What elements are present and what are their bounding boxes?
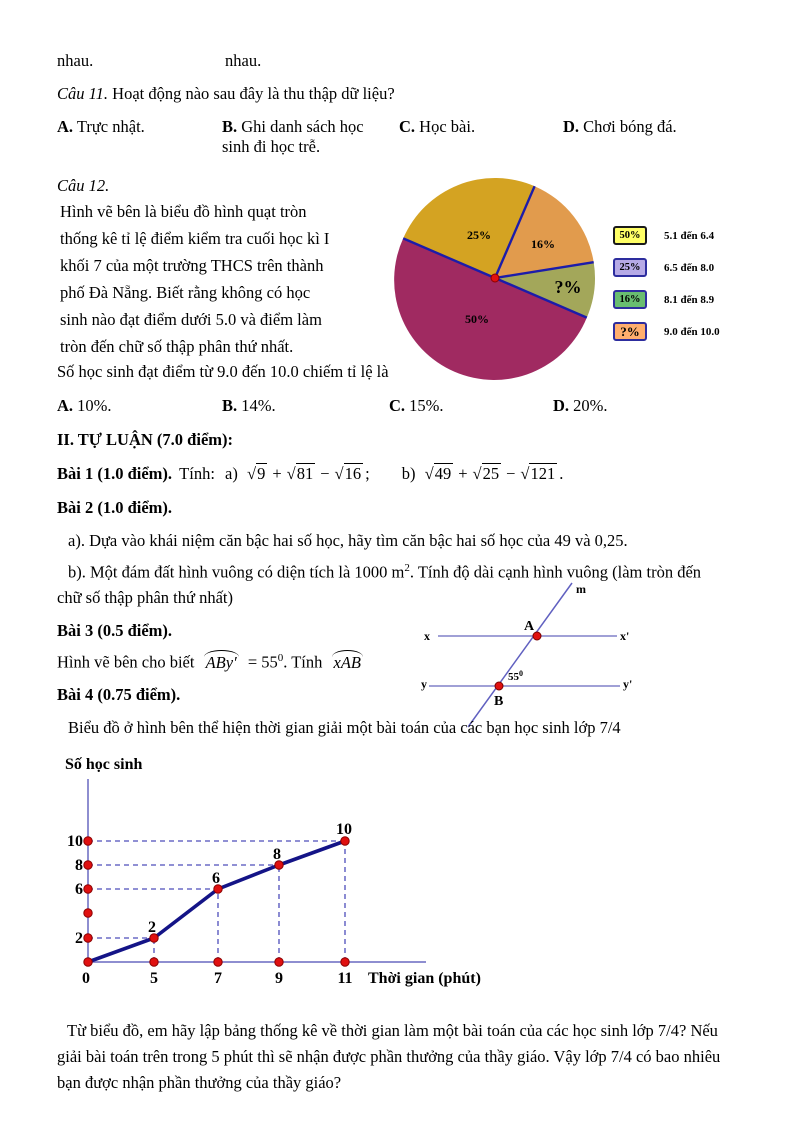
dashed-guides: [88, 841, 345, 962]
label-A: A: [524, 619, 535, 634]
svg-text:8: 8: [273, 846, 281, 863]
svg-text:5: 5: [150, 970, 158, 987]
q12-line: khối 7 của một trường THCS trên thành: [60, 256, 324, 275]
option-b: [222, 396, 389, 416]
bai-3-statement: [57, 652, 368, 673]
sqrt-121: √121: [520, 464, 556, 483]
option-c-key: C.: [389, 396, 406, 415]
sqrt-25: √25: [472, 464, 500, 483]
option-a: [57, 396, 222, 416]
sqrt-49: √49: [424, 464, 452, 483]
q12-line: Hình vẽ bên là biểu đồ hình quạt tròn: [60, 202, 307, 221]
op-minus: −: [320, 464, 330, 483]
label-x-prime: x': [620, 629, 630, 643]
legend-swatch-25: 25%: [613, 258, 647, 277]
bai-3-text2: . Tính: [283, 652, 323, 672]
option-d: [563, 117, 737, 157]
bai-2b-line2: chữ số thập phân thứ nhất): [57, 587, 233, 607]
semicolon: ;: [365, 464, 370, 483]
q12-line: tròn đến chữ số thập phân thứ nhất.: [60, 337, 294, 356]
geometry-figure: [420, 578, 765, 728]
point-B-dot: [495, 682, 503, 690]
angle-55-label: $55^0$: [508, 669, 523, 683]
option-b-text: 14%.: [241, 396, 276, 415]
legend-range: 6.5 đến 8.0: [664, 261, 715, 274]
option-d-text: 20%.: [573, 396, 608, 415]
bai-2-label: Bài 2 (1.0 điểm).: [57, 498, 173, 517]
pie-chart: [391, 174, 599, 382]
bai-3-eq: = 55: [247, 652, 278, 672]
legend-swatch-50: 50%: [613, 226, 647, 245]
option-d-text: Chơi bóng đá.: [583, 117, 677, 136]
closing-paragraph: [57, 1018, 752, 1096]
legend-row: [613, 258, 720, 277]
svg-text:0: 0: [82, 970, 90, 987]
label-y-prime: y': [623, 677, 633, 691]
data-points: [84, 837, 349, 966]
svg-text:7: 7: [214, 970, 222, 987]
remnant-left: nhau.: [57, 51, 94, 70]
q12-line: sinh nào đạt điểm dưới 5.0 và điểm làm: [60, 310, 322, 329]
sqrt-9: √9: [247, 464, 266, 483]
x-tick-labels: [82, 970, 353, 987]
section-2-heading: II. TỰ LUẬN (7.0 điểm):: [57, 430, 233, 449]
option-a-text: Trực nhật.: [76, 117, 145, 136]
option-d: [553, 396, 737, 416]
op-plus: +: [272, 464, 282, 483]
pie-label-25: 25%: [467, 228, 491, 242]
bai-3-label: Bài 3 (0.5 điểm).: [57, 621, 173, 640]
question-11: [57, 84, 395, 104]
bai-1-tinh: Tính:: [179, 464, 215, 483]
legend-swatch-16: 16%: [613, 290, 647, 309]
q12-line: thống kê tỉ lệ điểm kiểm tra cuối học kì I: [60, 229, 330, 248]
option-b: [222, 117, 399, 157]
line-chart: [57, 753, 535, 995]
y-axis-title: Số học sinh: [65, 756, 143, 773]
legend-range: 8.1 đến 8.9: [664, 293, 715, 306]
svg-text:10: 10: [67, 833, 83, 850]
option-b-text: Ghi danh sách học sinh đi học trễ.: [222, 117, 364, 156]
option-d-key: D.: [563, 117, 580, 136]
svg-text:6: 6: [75, 881, 83, 898]
label-y: y: [421, 677, 427, 691]
pie-legend: [613, 226, 720, 354]
svg-text:10: 10: [336, 821, 352, 838]
option-c: [389, 396, 553, 416]
remnant-right: nhau.: [225, 51, 262, 70]
sqrt-16: √16: [334, 464, 362, 483]
legend-row: [613, 290, 720, 309]
svg-text:2: 2: [75, 930, 83, 947]
pie-label-16: 16%: [531, 237, 555, 251]
question-11-text: Hoạt động nào sau đây là thu thập dữ liệu?: [112, 84, 395, 103]
bai-2a: a). Dựa vào khái niệm căn bậc hai số học, hãy tìm căn bậc hai số học của 49 và 0,25.: [68, 531, 628, 550]
bai-1a-label: a): [225, 464, 238, 483]
svg-text:6: 6: [212, 870, 220, 887]
bai-3-text: Hình vẽ bên cho biết: [57, 652, 195, 672]
label-B: B: [494, 694, 504, 709]
closing-line: Từ biểu đồ, em hãy lập bảng thống kê về thời gian làm một bài toán của các học sinh lớp 7/4? Nếu: [67, 1021, 718, 1040]
bai-4-label: Bài 4 (0.75 điểm).: [57, 685, 181, 704]
question-12-text: [60, 198, 410, 360]
transversal-m: [468, 583, 572, 727]
bai-4-intro: Biểu đồ ở hình bên thể hiện thời gian giải một bài toán của các bạn học sinh lớp 7/4: [68, 718, 621, 737]
legend-range: 5.1 đến 6.4: [664, 229, 715, 242]
data-line: [88, 841, 345, 962]
question-12-prompt: Số học sinh đạt điểm từ 9.0 đến 10.0 chiếm tỉ lệ là: [57, 362, 389, 381]
legend-row: [613, 322, 720, 341]
legend-range: 9.0 đến 10.0: [664, 325, 720, 338]
bai-1b-label: b): [401, 464, 416, 483]
sqrt-81: √81: [286, 464, 314, 483]
period: .: [559, 464, 564, 483]
x-axis-title: Thời gian (phút): [368, 970, 481, 987]
point-A-dot: [533, 632, 541, 640]
pie-label-50: 50%: [465, 312, 489, 326]
option-c-text: 15%.: [409, 396, 444, 415]
option-c: [399, 117, 563, 157]
option-c-text: Học bài.: [419, 117, 476, 136]
y-tick-labels: [67, 833, 83, 947]
question-12-options: [57, 396, 737, 416]
label-m: m: [576, 582, 586, 596]
option-c-key: C.: [399, 117, 416, 136]
label-x: x: [424, 629, 430, 643]
question-11-label: Câu 11.: [57, 84, 109, 103]
pie-center-dot: [491, 274, 499, 282]
option-a-text: 10%.: [77, 396, 112, 415]
angle-ABy: ABy′: [203, 653, 240, 673]
option-b-key: B.: [222, 117, 238, 136]
op-minus: −: [506, 464, 516, 483]
option-a-key: A.: [57, 396, 74, 415]
q12-line: phố Đà Nẵng. Biết rằng không có học: [60, 283, 311, 302]
closing-line: giải bài toán trên trong 5 phút thì sẽ nhận được phần thưởng của thầy giáo. Vậy lớp 7/4 có bao nhiêu: [57, 1047, 721, 1066]
svg-text:2: 2: [148, 919, 156, 936]
degree-sup: 0: [277, 652, 284, 664]
question-11-options: [57, 117, 737, 157]
pie-label-unknown: ?%: [554, 277, 582, 297]
bai-2b-line1: b). Một đám đất hình vuông có diện tích là 1000 $m^2$. Tính độ dài cạnh hình vuông (làm tròn đến: [68, 562, 702, 582]
svg-text:8: 8: [75, 857, 83, 874]
angle-xAB: xAB: [331, 653, 364, 673]
op-plus: +: [458, 464, 468, 483]
superscript-2: 2: [404, 562, 410, 574]
svg-text:9: 9: [275, 970, 283, 987]
legend-swatch-unknown: ?%: [613, 322, 647, 341]
closing-line: bạn được nhận phần thưởng của thầy giáo?: [57, 1073, 342, 1092]
option-a: [57, 117, 222, 157]
option-b-key: B.: [222, 396, 238, 415]
svg-text:11: 11: [337, 970, 353, 987]
option-a-key: A.: [57, 117, 74, 136]
question-12-label: Câu 12.: [57, 176, 110, 195]
legend-row: [613, 226, 720, 245]
option-d-key: D.: [553, 396, 570, 415]
bai-1-label: Bài 1 (1.0 điểm).: [57, 464, 173, 483]
bai-1: [57, 464, 563, 484]
